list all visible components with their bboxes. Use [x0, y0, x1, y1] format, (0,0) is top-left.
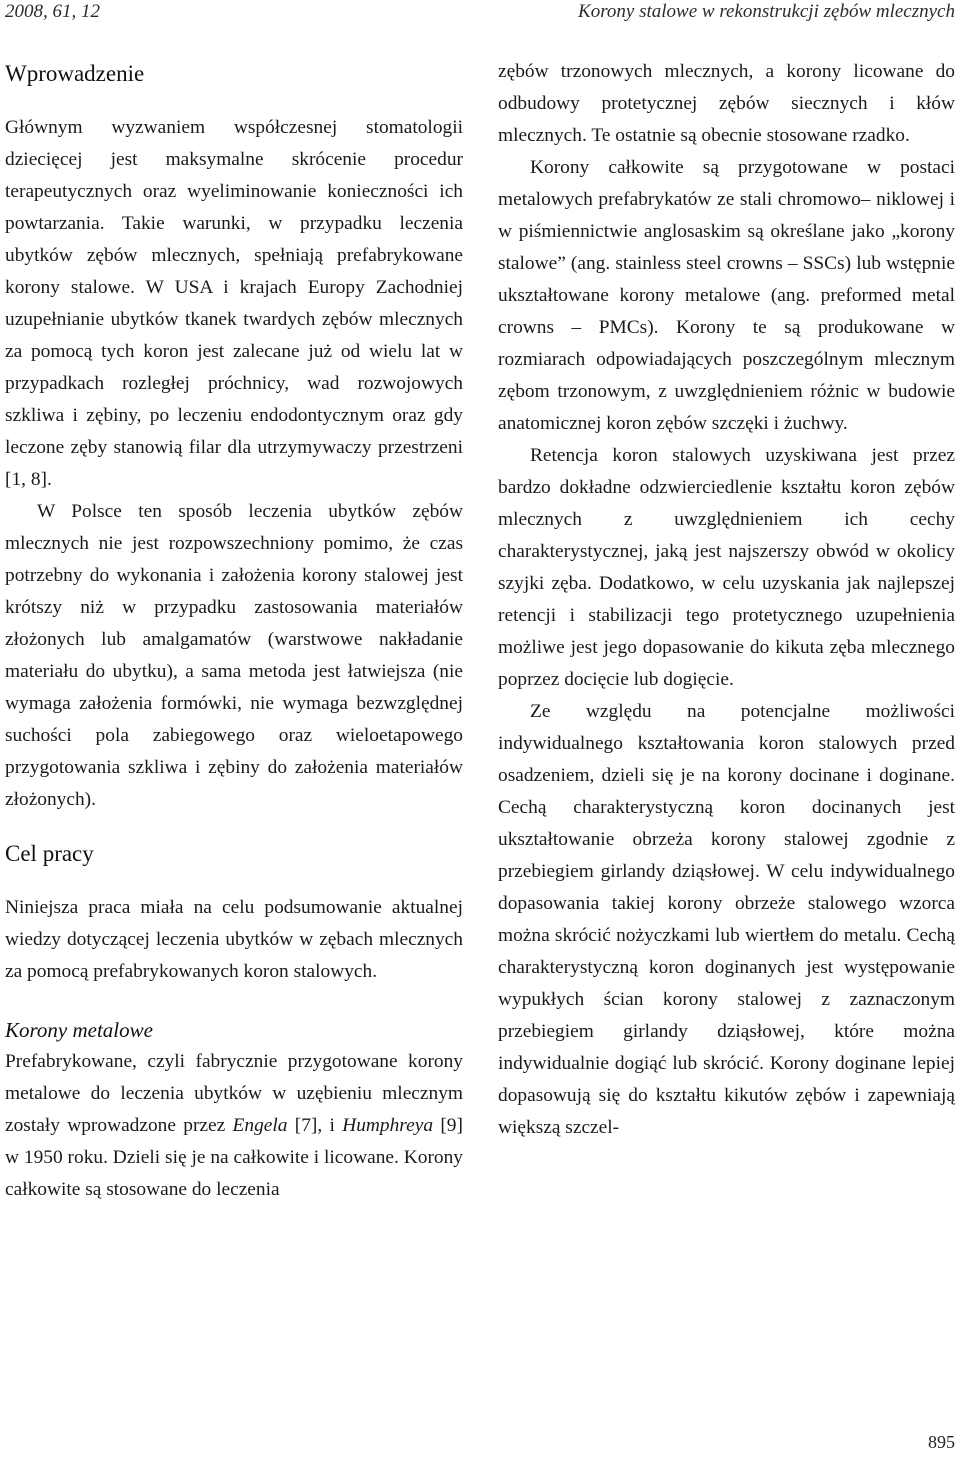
paragraph-total-crowns: Korony całkowite są przygotowane w postaci metalowych prefabrykatów ze stali chromowo– niklowej i w piśmiennictwie anglosaskim są określane jako „korony stalowe” (ang. stainless steel crowns – SSCs) lub wstępnie ukształtowane korony metalowe (ang. preformed metal crowns – PMCs). Korony te są produkowane w rozmiarach odpowiadających poszczególnym mlecznym zębom trzonowym, z uwzględnieniem różnic w budowie anatomicznej koron zębów szczęki i żuchwy. — [498, 157, 955, 434]
metal-crowns-text-2: [7], i — [294, 1115, 335, 1136]
paragraph-aim: Niniejsza praca miała na celu podsumowanie aktualnej wiedzy dotyczącej leczenia ubytków w zębach mlecznych za pomocą prefabrykowanych koron stalowych. — [5, 897, 463, 982]
section-heading-introduction: Wprowadzenie — [5, 61, 145, 86]
left-column — [5, 56, 463, 1206]
section-heading-metal-crowns: Korony metalowe — [5, 1018, 153, 1042]
author-engel: Engela — [232, 1115, 288, 1136]
metal-crowns-text-1: Prefabrykowane, czyli fabrycznie przygotowane korony metalowe do leczenia ubytków w uzębieniu mlecznym zostały wprowadzone przez — [5, 1051, 463, 1136]
paragraph-individual-shaping: Ze względu na potencjalne możliwości indywidualnego kształtowania koron stalowych przed osadzeniem, dzieli się je na korony docinane i doginane. Cechą charakterystyczną koron docinanych jest ukształtowanie obrzeża korony stalowej zgodnie z przebiegiem girlandy dziąsłowej. W celu indywidualnego dopasowania takiej korony obrzeże stalowego wzorca można skrócić nożyczkami lub wiertłem do metalu. Cechą charakterystyczną koron doginanych jest występowanie wypukłych ścian korony stalowej z zaznaczonym przebiegiem girlandy dziąsłowej, które można indywidualnie dogiąć lub skrócić. Korony doginane lepiej dopasowują się do kształtu kikutów zębów i zapewniają większą szczel- — [498, 701, 955, 1138]
paragraph-introduction-2: W Polsce ten sposób leczenia ubytków zębów mlecznych nie jest rozpowszechniony pomimo, że czas potrzebny do wykonania i założenia korony stalowej jest krótszy niż w przypadku zastosowania materiałów złożonych lub amalgamatów (warstwowe nakładanie materiału do ubytku), a sama metoda jest łatwiejsza (nie wymaga założenia formówki, nie wymaga bezwzględnej suchości pola zabiegowego oraz wieloetapowego przygotowania szkliwa i zębiny do założenia materiałów złożonych). — [5, 501, 463, 810]
author-humphrey: Humphreya — [342, 1115, 434, 1136]
right-column — [498, 56, 955, 1144]
metal-crowns-text-3: [9] w 1950 roku. Dzieli się je na całkowite i licowane. Korony całkowite są stosowane do leczenia — [5, 1115, 463, 1200]
section-heading-aim: Cel pracy — [5, 841, 94, 866]
paragraph-metal-crowns — [5, 1046, 463, 1206]
running-header — [5, 0, 955, 24]
paragraph-retention: Retencja koron stalowych uzyskiwana jest przez bardzo dokładne odzwierciedlenie kształtu koron zębów mlecznych z uwzględnieniem ich cechy charakterystycznej, jaką jest najszerszy obwód w okolicy szyjki zęba. Dodatkowo, w celu uzyskania jak najlepszej retencji i stabilizacji tego protetycznego uzupełnienia możliwe jest jego dopasowanie do kikuta zęba mlecznego poprzez docięcie lub dogięcie. — [498, 445, 955, 690]
paragraph-introduction-1: Głównym wyzwaniem współczesnej stomatologii dziecięcej jest maksymalne skrócenie procedur terapeutycznych oraz wyeliminowanie konieczności ich powtarzania. Takie warunki, w przypadku leczenia ubytków zębów mlecznych, spełniają prefabrykowane korony stalowe. W USA i krajach Europy Zachodniej uzupełnianie ubytków tkanek twardych zębów mlecznych za pomocą tych koron jest zalecane już od wielu lat w przypadkach rozległej próchnicy, wad rozwojowych szkliwa i zębiny, po leczeniu endodontycznym oraz gdy leczone zęby stanowią filar dla utrzymywaczy przestrzeni [1, 8]. — [5, 117, 463, 490]
article-running-title: Korony stalowe w rekonstrukcji zębów mlecznych — [578, 1, 955, 22]
page-number: 895 — [928, 1432, 955, 1452]
journal-issue: 2008, 61, 12 — [5, 1, 100, 22]
paragraph-continuation: zębów trzonowych mlecznych, a korony licowane do odbudowy protetycznej zębów siecznych i kłów mlecznych. Te ostatnie są obecnie stosowane rzadko. — [498, 61, 955, 146]
